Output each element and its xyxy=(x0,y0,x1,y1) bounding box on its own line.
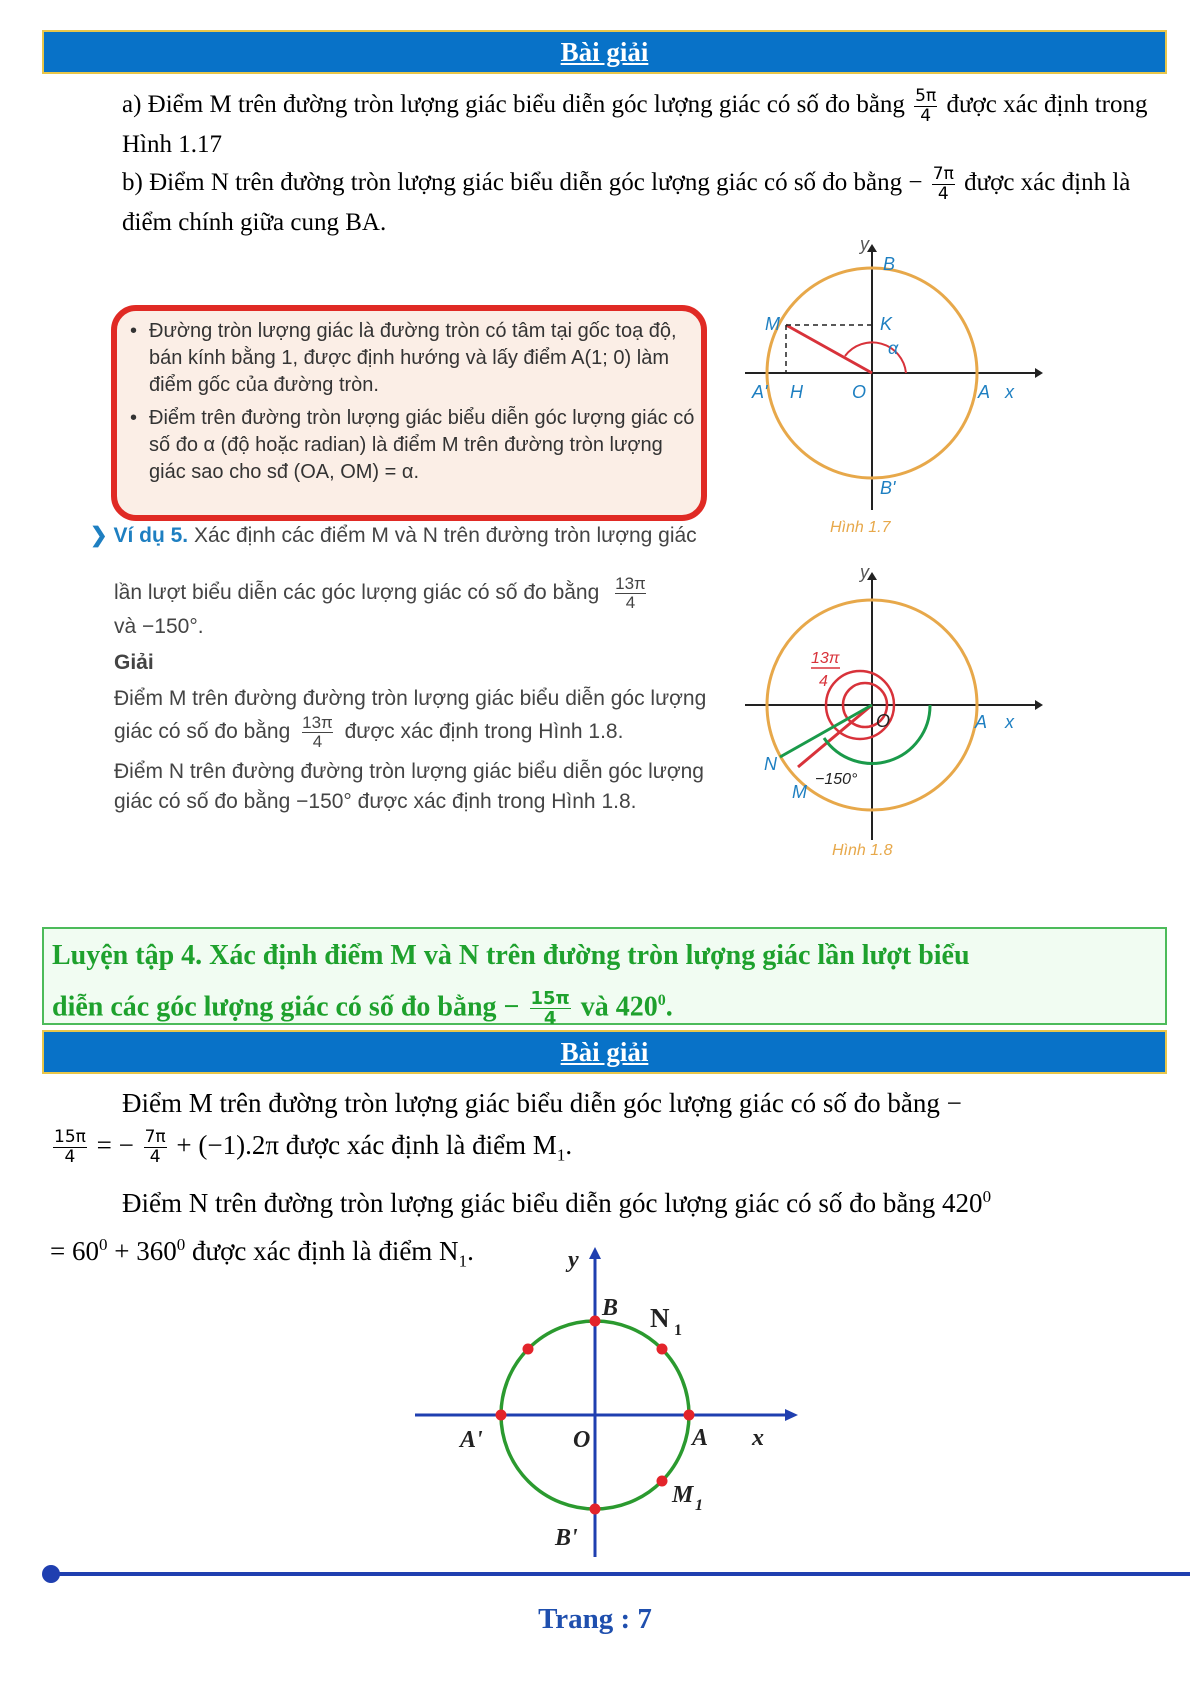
practice-4: Luyện tập 4. Xác định điểm M và N trên đường tròn lượng giác lần lượt biểu diễn các góc lượng giác có số đo bằng − $\frac{15\pi}{4}$ và $420^0$. xyxy=(42,927,1167,1025)
svg-text:A': A' xyxy=(752,382,768,402)
svg-text:B: B xyxy=(883,254,896,274)
svg-text:M: M xyxy=(672,1482,694,1508)
svg-text:B: B xyxy=(602,1295,619,1321)
definition-bullet-1: Đường tròn lượng giác là đường tròn có tâm tại gốc toạ độ, bán kính bằng 1, được định hướng và lấy điểm A(1; 0) làm điểm gốc của đường tròn. xyxy=(149,320,677,396)
svg-text:y: y xyxy=(860,562,869,582)
svg-text:A: A xyxy=(692,1425,709,1451)
fraction: $\frac{7\pi}{4}$ xyxy=(932,163,954,204)
fraction: $\frac{15\pi}{4}$ xyxy=(530,988,570,1030)
svg-text:α: α xyxy=(888,338,899,358)
svg-text:B': B' xyxy=(880,478,896,498)
svg-text:A: A xyxy=(975,712,988,732)
svg-text:Hình 1.8: Hình 1.8 xyxy=(832,842,893,859)
footer-dot xyxy=(42,1565,60,1583)
svg-text:K: K xyxy=(880,314,893,334)
svg-text:O: O xyxy=(876,711,891,731)
svg-text:1: 1 xyxy=(674,1322,682,1339)
svg-text:x: x xyxy=(752,1425,764,1451)
figure-1-7 xyxy=(745,234,1043,536)
example-label: Ví dụ 5. xyxy=(113,524,189,547)
solution: Điểm M trên đường tròn lượng giác biểu diễn góc lượng giác có số đo bằng − $\frac{15\pi}{4}$ = − $\frac{7\pi}{4}$ + (−1).2π được xác định là điểm $M_1$. Điểm N trên đường tròn lượng giác biểu diễn góc lượng giác có số đo bằng $420^0$ = $60^0 + 360^0$ được xác định là điểm $N_1$. xyxy=(50,1088,992,1271)
svg-text:M: M xyxy=(792,782,807,802)
svg-text:4: 4 xyxy=(819,673,828,690)
part-a: a) Điểm M trên đường tròn lượng giác biểu diễn góc lượng giác có số đo bằng $\frac{5\pi}{4}$ được xác định trong Hình 1.17 xyxy=(122,85,1148,158)
svg-text:A': A' xyxy=(460,1427,483,1453)
section-title: Bài giải xyxy=(560,37,649,67)
svg-text:y: y xyxy=(568,1247,579,1273)
fraction: $\frac{5\pi}{4}$ xyxy=(915,85,937,126)
fraction: $\frac{7\pi}{4}$ xyxy=(144,1127,166,1168)
textbook-excerpt: • Đường tròn lượng giác là đường tròn có tâm tại gốc toạ độ, bán kính bằng 1, được định hướng và lấy điểm A(1; 0) làm điểm gốc của đường tròn. • Điểm trên đường tròn lượng giác biểu diễn góc lượng giác có số đo α (độ hoặc radian) là điểm M trên đường tròn lượng giác sao cho sđ (OA, OM) = α. ❯ Ví dụ 5. Xác định các điểm M và N trên đường tròn lượng giác lần lượt biểu diễn các góc lượng giác có số đo bằng $\frac{13\pi}{4}$ và −150°. Giải Điểm M trên đường đường tròn lượng giác biểu diễn góc lượng giác có số đo bằng $\frac{13\pi}{4}$ được xác định trong Hình 1.8. Điểm N trên đường đường tròn lượng giác biểu diễn góc lượng giác có số đo bằng −150° được xác định trong Hình 1.8. y B M K α A' H O A x B' Hình 1.7 y 13π 4 O A x N M −150° Hình 1.8 xyxy=(80,250,1120,922)
svg-text:x: x xyxy=(1005,382,1014,402)
svg-text:H: H xyxy=(790,382,803,402)
svg-text:13π: 13π xyxy=(811,650,840,667)
page-number: Trang : 7 xyxy=(538,1603,652,1635)
svg-text:O: O xyxy=(573,1427,591,1453)
svg-text:x: x xyxy=(1005,712,1014,732)
svg-text:Hình 1.7: Hình 1.7 xyxy=(830,519,891,536)
giai-label: Giải xyxy=(114,651,154,674)
unit-circle-figure xyxy=(410,1245,800,1565)
svg-text:y: y xyxy=(860,234,869,254)
section-header-1 xyxy=(42,30,1167,74)
footer-divider xyxy=(50,1572,1190,1576)
svg-text:N: N xyxy=(764,754,777,774)
svg-text:B': B' xyxy=(555,1525,578,1551)
figure-1-8 xyxy=(745,562,1043,859)
fraction: $\frac{15\pi}{4}$ xyxy=(54,1127,86,1168)
svg-text:A: A xyxy=(978,382,991,402)
svg-text:−150°: −150° xyxy=(815,771,858,788)
part-b: b) Điểm N trên đường tròn lượng giác biểu diễn góc lượng giác có số đo bằng − $\frac{7\pi}{4}$ được xác định là điểm chính giữa cung BA. xyxy=(122,163,1131,236)
section-header-2 xyxy=(42,1030,1167,1074)
svg-text:M: M xyxy=(765,314,780,334)
svg-text:1: 1 xyxy=(695,1497,703,1514)
section-title: Bài giải xyxy=(560,1037,649,1067)
definition-bullet-2: Điểm trên đường tròn lượng giác biểu diễn góc lượng giác có số đo α (độ hoặc radian) là điểm M trên đường tròn lượng giác sao cho sđ (OA, OM) = α. xyxy=(149,407,695,483)
svg-text:O: O xyxy=(852,382,867,402)
svg-text:N: N xyxy=(650,1303,670,1333)
